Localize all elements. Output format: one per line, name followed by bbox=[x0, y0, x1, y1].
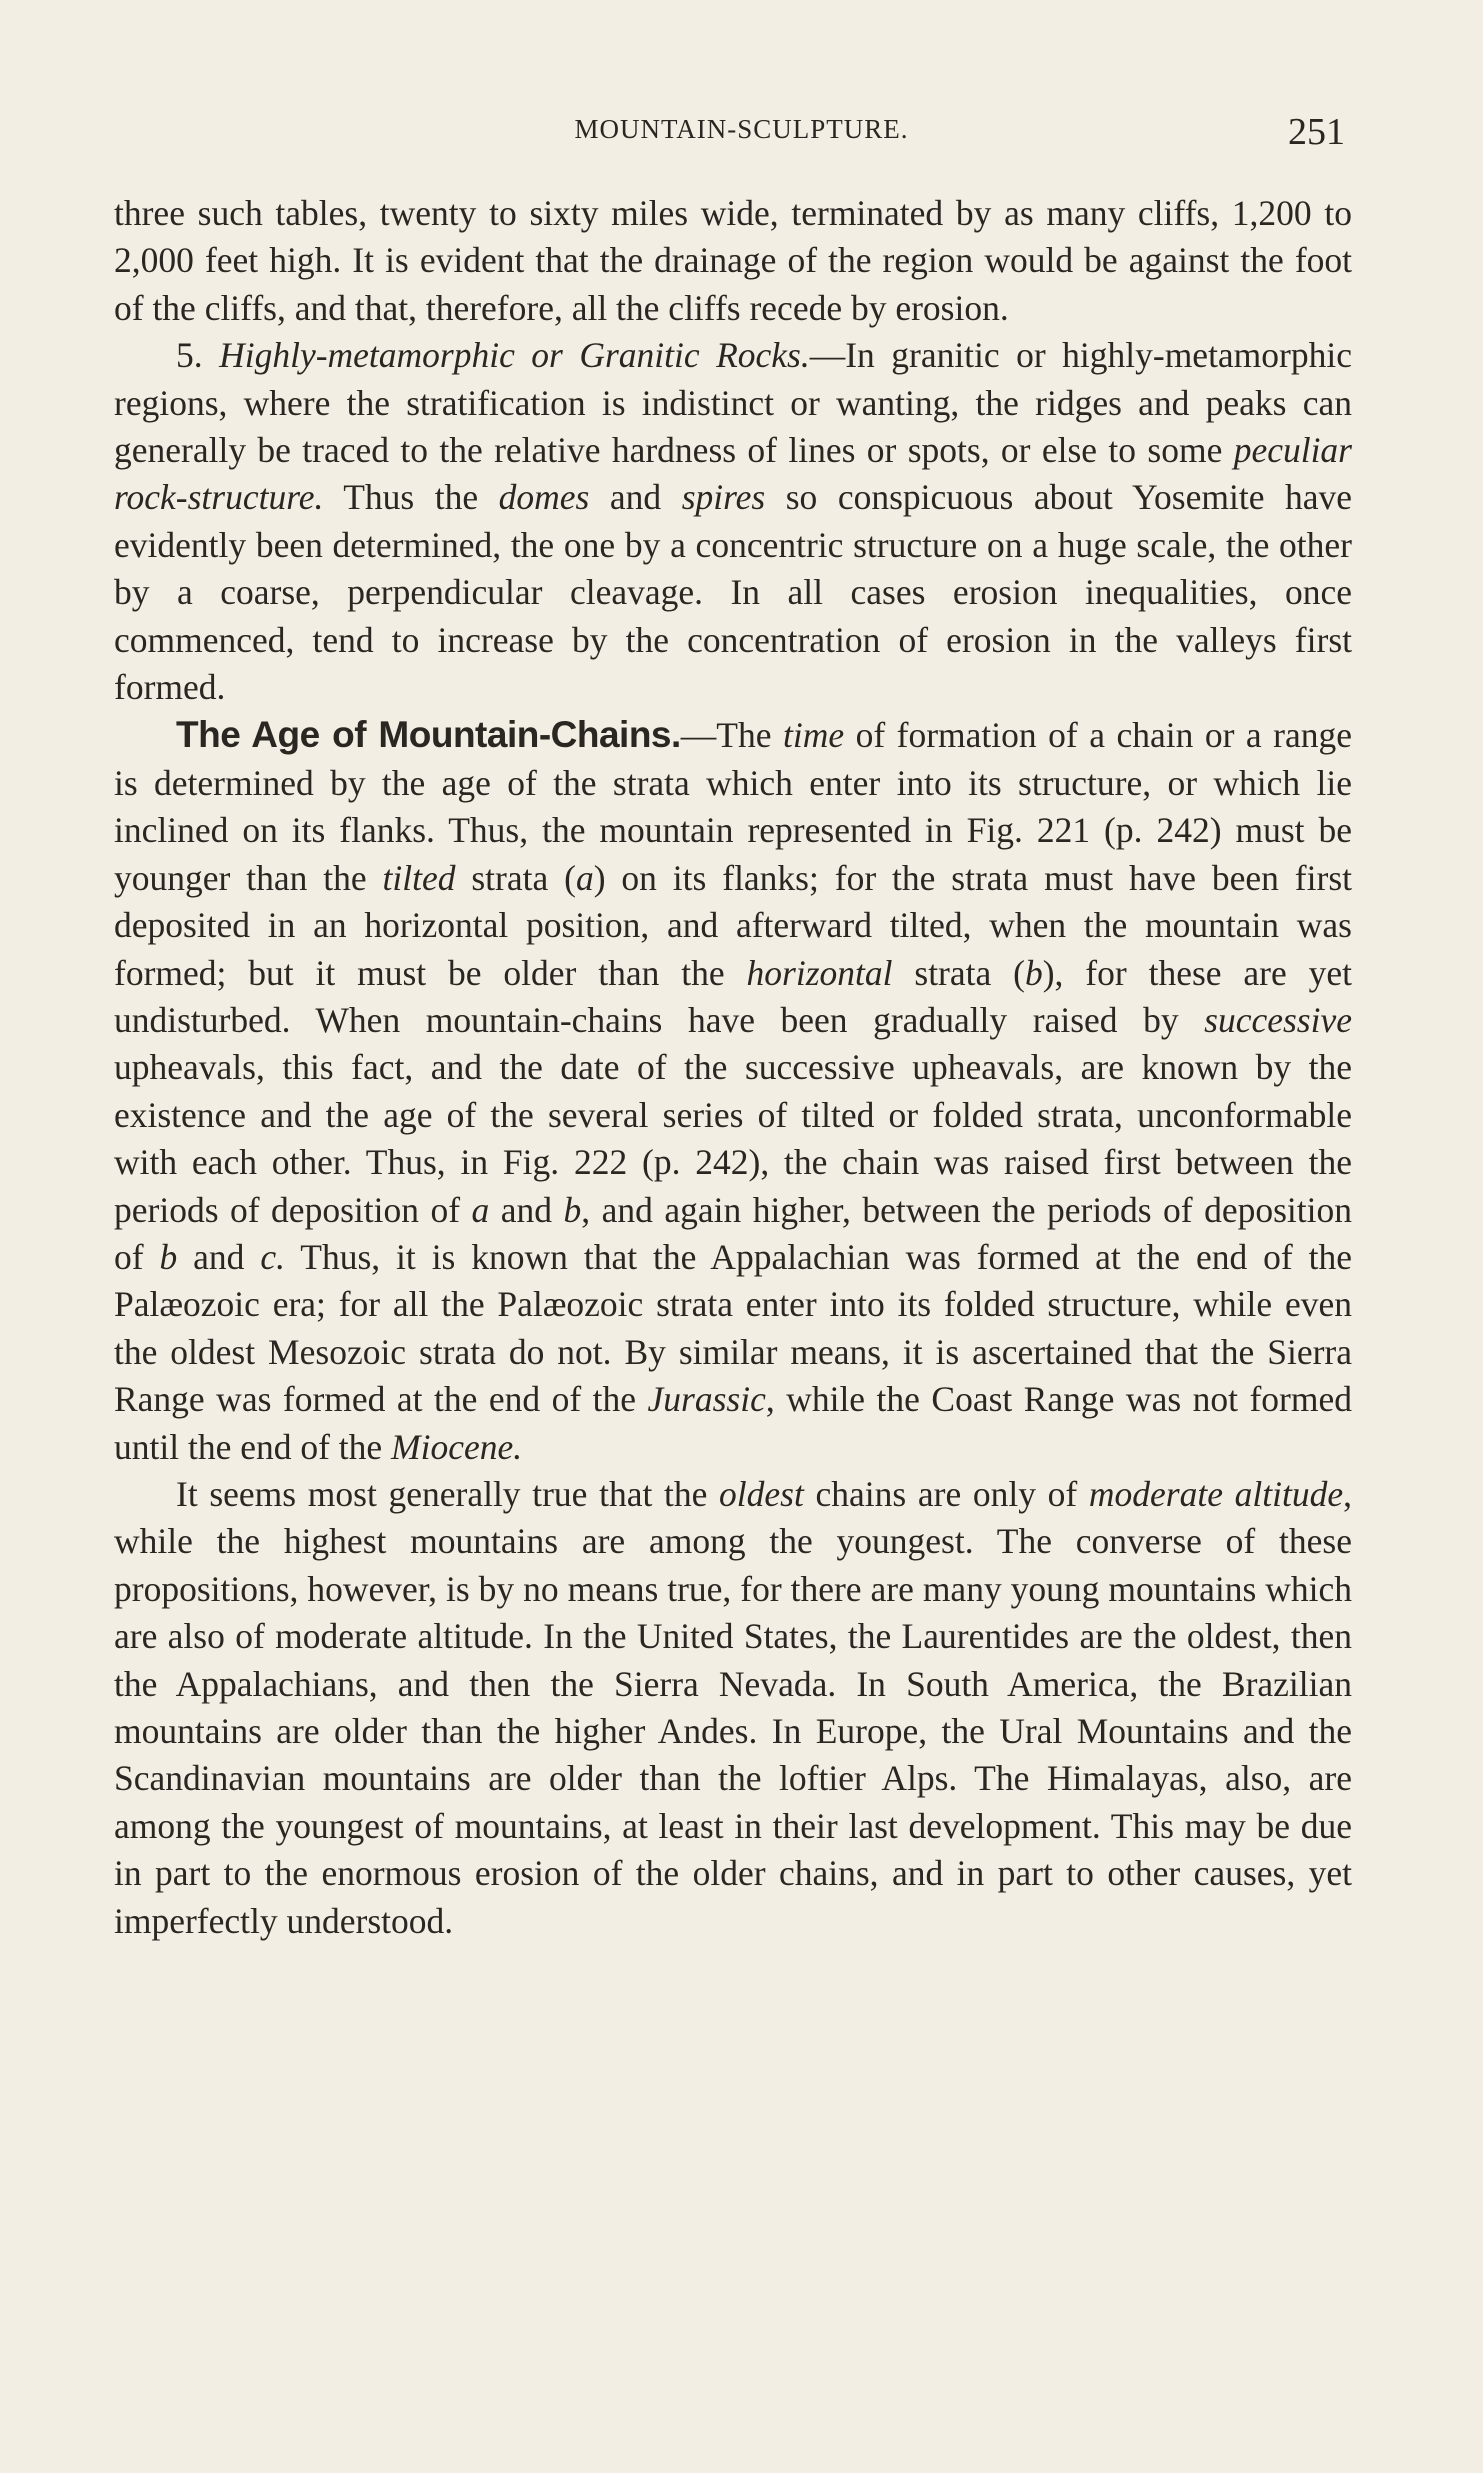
italic-run: horizontal bbox=[746, 952, 893, 993]
section-heading: The Age of Mountain-Chains. bbox=[176, 714, 681, 756]
italic-run: oldest bbox=[719, 1473, 804, 1514]
italic-run: a bbox=[471, 1189, 490, 1230]
italic-run: successive bbox=[1204, 999, 1352, 1040]
italic-run: tilted bbox=[382, 857, 456, 898]
italic-run: b bbox=[563, 1189, 582, 1230]
italic-run: spires bbox=[681, 477, 766, 518]
text-run: strata ( bbox=[455, 857, 576, 898]
running-head bbox=[0, 110, 1483, 153]
italic-run: b bbox=[159, 1236, 178, 1277]
text-run: and bbox=[177, 1236, 261, 1277]
text-run: so conspicuous about Yosemite have evidently been determined, the one by a concentric structure on a huge scale, the other by a coarse, perpendicular cleavage. In all cases erosion inequalities, once commenced, tend to increase by the concentration of erosion in the valleys first formed. bbox=[114, 477, 1352, 708]
running-title: MOUNTAIN-SCULPTURE. bbox=[574, 114, 909, 144]
paragraph-text: three such tables, twenty to sixty miles wide, terminated by as many cliffs, 1,200 to 2,000 feet high. It is evident that the drainage of the region would be against the foot of the cliffs, and that, therefore, all the cliffs recede by erosion. bbox=[114, 193, 1352, 328]
text-run: Thus, it is known that the Appalachian was formed at the end of the Palæozoic era; for all the Palæozoic strata enter into its folded structure, while even the oldest Mesozoic strata do not. By similar means, it is ascertained that the Sierra Range was formed at the end of the bbox=[114, 1236, 1353, 1420]
text-run: , while the Coast Range was not formed until the end of the bbox=[114, 1379, 1352, 1467]
text-run: Thus the bbox=[323, 477, 499, 518]
page-number: 251 bbox=[1288, 111, 1345, 153]
text-run: ), for these are yet undisturbed. When mountain-chains have been gradually raised by bbox=[114, 952, 1352, 1040]
paragraph-age-of-mountain-chains bbox=[114, 711, 1352, 1471]
italic-run: moderate altitude bbox=[1088, 1473, 1344, 1514]
text-run: , and again higher, between the periods of deposition of bbox=[114, 1189, 1352, 1277]
text-run: upheavals, this fact, and the date of the successive upheavals, are known by the existence and the age of the several series of tilted or folded strata, unconformable with each other. Thus, in Fig. 222 (p. 242), the chain was raised first between the periods of deposition of bbox=[114, 1047, 1352, 1230]
italic-run: b bbox=[1024, 952, 1043, 993]
text-run: It seems most generally true that the bbox=[176, 1473, 720, 1514]
italic-run: Jurassic bbox=[647, 1379, 766, 1420]
italic-run: c. bbox=[260, 1236, 285, 1277]
paragraph-oldest-chains bbox=[114, 1471, 1352, 1945]
text-run: , while the highest mountains are among the youngest. The converse of these propositions, however, is by no means true, for there are many young mountains which are also of moderate altitude. In the United States, the Laurentides are the oldest, then the Appalachians, and then the Sierra Nevada. In South America, the Brazilian mountains are older than the higher Andes. In Europe, the Ural Mountains and the Scandinavian mountains are older than the loftier Alps. The Himalayas, also, are among the youngest of mountains, at least in their last development. This may be due in part to the enormous erosion of the older chains, and in part to other causes, yet imperfectly understood. bbox=[114, 1473, 1352, 1941]
text-run: and bbox=[489, 1189, 564, 1230]
section-number: 5. bbox=[176, 335, 220, 376]
paragraph-granitic-rocks bbox=[114, 332, 1352, 711]
paragraph-cliffs bbox=[114, 190, 1352, 332]
text-run: strata ( bbox=[892, 952, 1025, 993]
section-title: Highly-metamorphic or Granitic Rocks. bbox=[219, 335, 810, 376]
italic-run: time bbox=[782, 715, 845, 756]
text-run: and bbox=[589, 477, 682, 518]
text-run: —The bbox=[680, 715, 783, 756]
text-run: ) on its flanks; for the strata must have been first deposited in an horizontal position, and afterward tilted, when the mountain was formed; but it must be older than the bbox=[114, 857, 1352, 993]
body-text bbox=[114, 190, 1352, 1945]
italic-run: domes bbox=[498, 477, 590, 518]
italic-run: a bbox=[575, 857, 594, 898]
italic-run: Miocene. bbox=[391, 1426, 523, 1467]
text-run: chains are only of bbox=[803, 1473, 1089, 1514]
text-run: of formation of a chain or a range is determined by the age of the strata which enter into its structure, or which lie inclined on its flanks. Thus, the mountain represented in Fig. 221 (p. 242) must be younger than the bbox=[114, 715, 1352, 898]
italic-run: peculiar rock-structure. bbox=[114, 430, 1352, 518]
text-run: —In granitic or highly-metamorphic regions, where the stratification is indistinct or wanting, the ridges and peaks can generally be traced to the relative hardness of lines or spots, or else to some bbox=[114, 335, 1352, 471]
